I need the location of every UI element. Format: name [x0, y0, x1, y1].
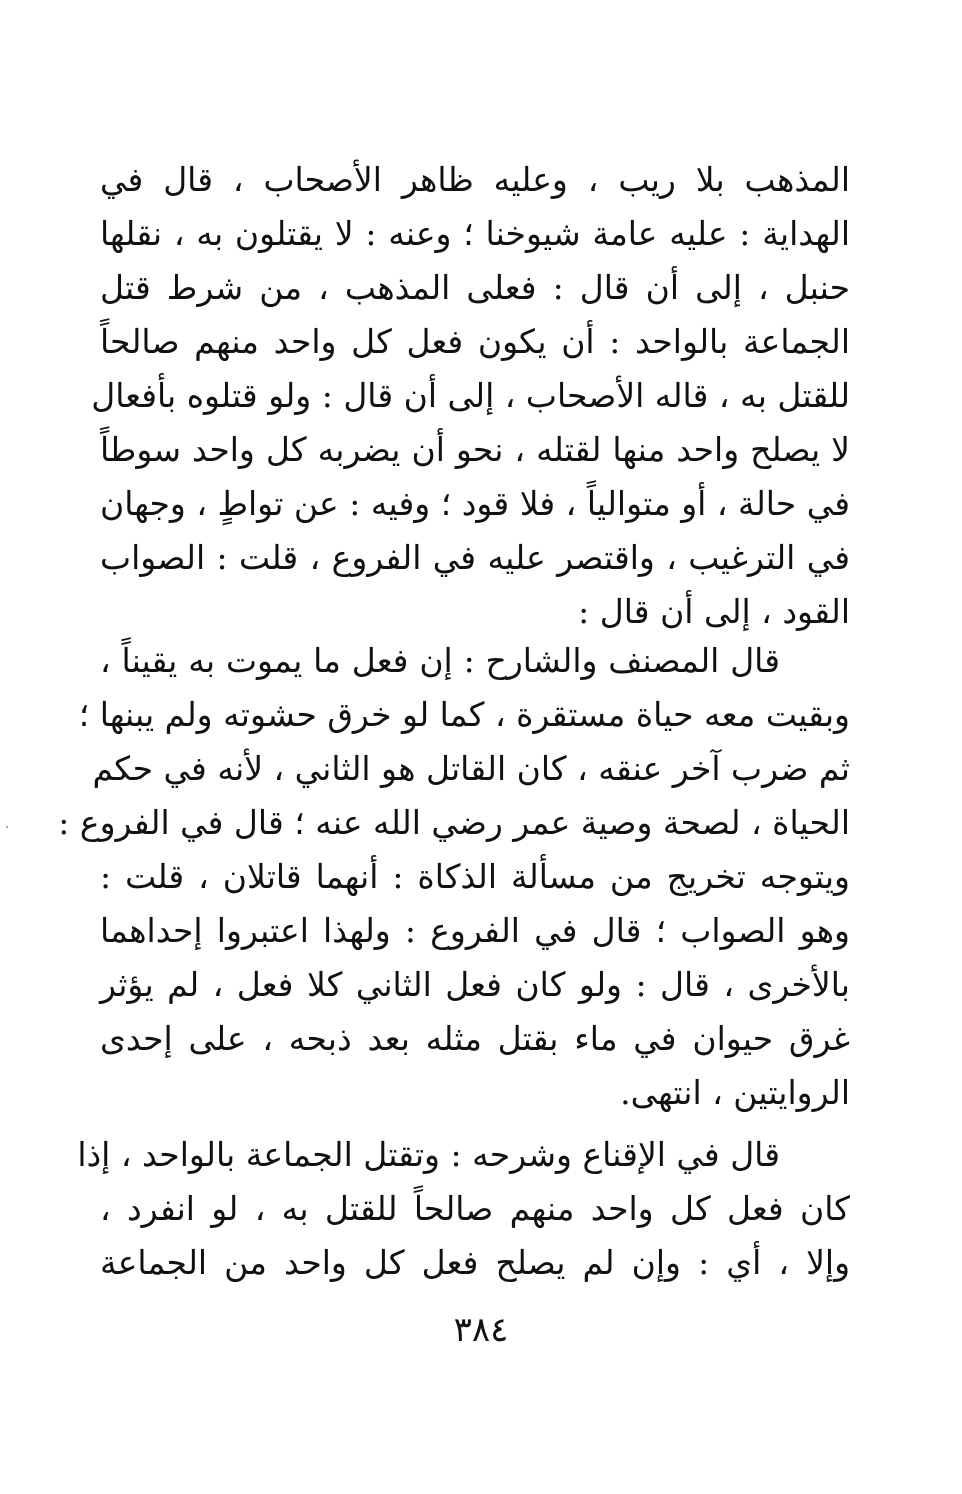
text-line: قال في الإقناع وشرحه : وتقتل الجماعة بالواحد ، إذا [77, 1135, 780, 1174]
text-line: القود ، إلى أن قال : [578, 592, 850, 631]
text-line: قال المصنف والشارح : إن فعل ما يموت به يقيناً ، [100, 641, 780, 680]
text-line: الحياة ، لصحة وصية عمر رضي الله عنه ؛ قال في الفروع : [58, 803, 850, 842]
text-line: كان فعل كل واحد منهم صالحاً للقتل به ، لو انفرد ، [100, 1189, 850, 1228]
text-line: ثم ضرب آخر عنقه ، كان القاتل هو الثاني ، لأنه في حكم [92, 749, 850, 788]
paragraph-3 [77, 1128, 850, 1290]
text-line: وهو الصواب ؛ قال في الفروع : ولهذا اعتبروا إحداهما [100, 911, 850, 950]
text-line: غرق حيوان في ماء بقتل مثله بعد ذبحه ، على إحدى [100, 1019, 850, 1058]
text-line: الجماعة بالواحد : أن يكون فعل كل واحد منهم صالحاً [100, 322, 850, 361]
text-line: حنبل ، إلى أن قال : فعلى المذهب ، من شرط قتل [100, 268, 850, 307]
text-line: لا يصلح واحد منها لقتله ، نحو أن يضربه كل واحد سوطاً [100, 430, 850, 469]
text-line: وبقيت معه حياة مستقرة ، كما لو خرق حشوته ولم يبنها ؛ [78, 695, 850, 734]
paragraph-2 [58, 634, 850, 1120]
text-line: في الترغيب ، واقتصر عليه في الفروع ، قلت : الصواب [100, 538, 850, 577]
text-line: الهداية : عليه عامة شيوخنا ؛ وعنه : لا يقتلون به ، نقلها [100, 214, 850, 253]
text-line: الروايتين ، انتهى. [620, 1073, 850, 1112]
scan-speck [6, 826, 8, 828]
text-line: بالأخرى ، قال : ولو كان فعل الثاني كلا فعل ، لم يؤثر [100, 965, 850, 1004]
text-line: ويتوجه تخريج من مسألة الذكاة : أنهما قاتلان ، قلت : [100, 857, 850, 896]
page-number: ٣٨٤ [453, 1310, 509, 1350]
text-line: للقتل به ، قاله الأصحاب ، إلى أن قال : ولو قتلوه بأفعال [91, 376, 850, 415]
paragraph-1 [91, 153, 850, 639]
text-line: المذهب بلا ريب ، وعليه ظاهر الأصحاب ، قال في [100, 160, 850, 199]
text-line: وإلا ، أي : وإن لم يصلح فعل كل واحد من الجماعة [100, 1243, 850, 1282]
text-line: في حالة ، أو متوالياً ، فلا قود ؛ وفيه : عن تواطٍ ، وجهان [100, 484, 850, 523]
